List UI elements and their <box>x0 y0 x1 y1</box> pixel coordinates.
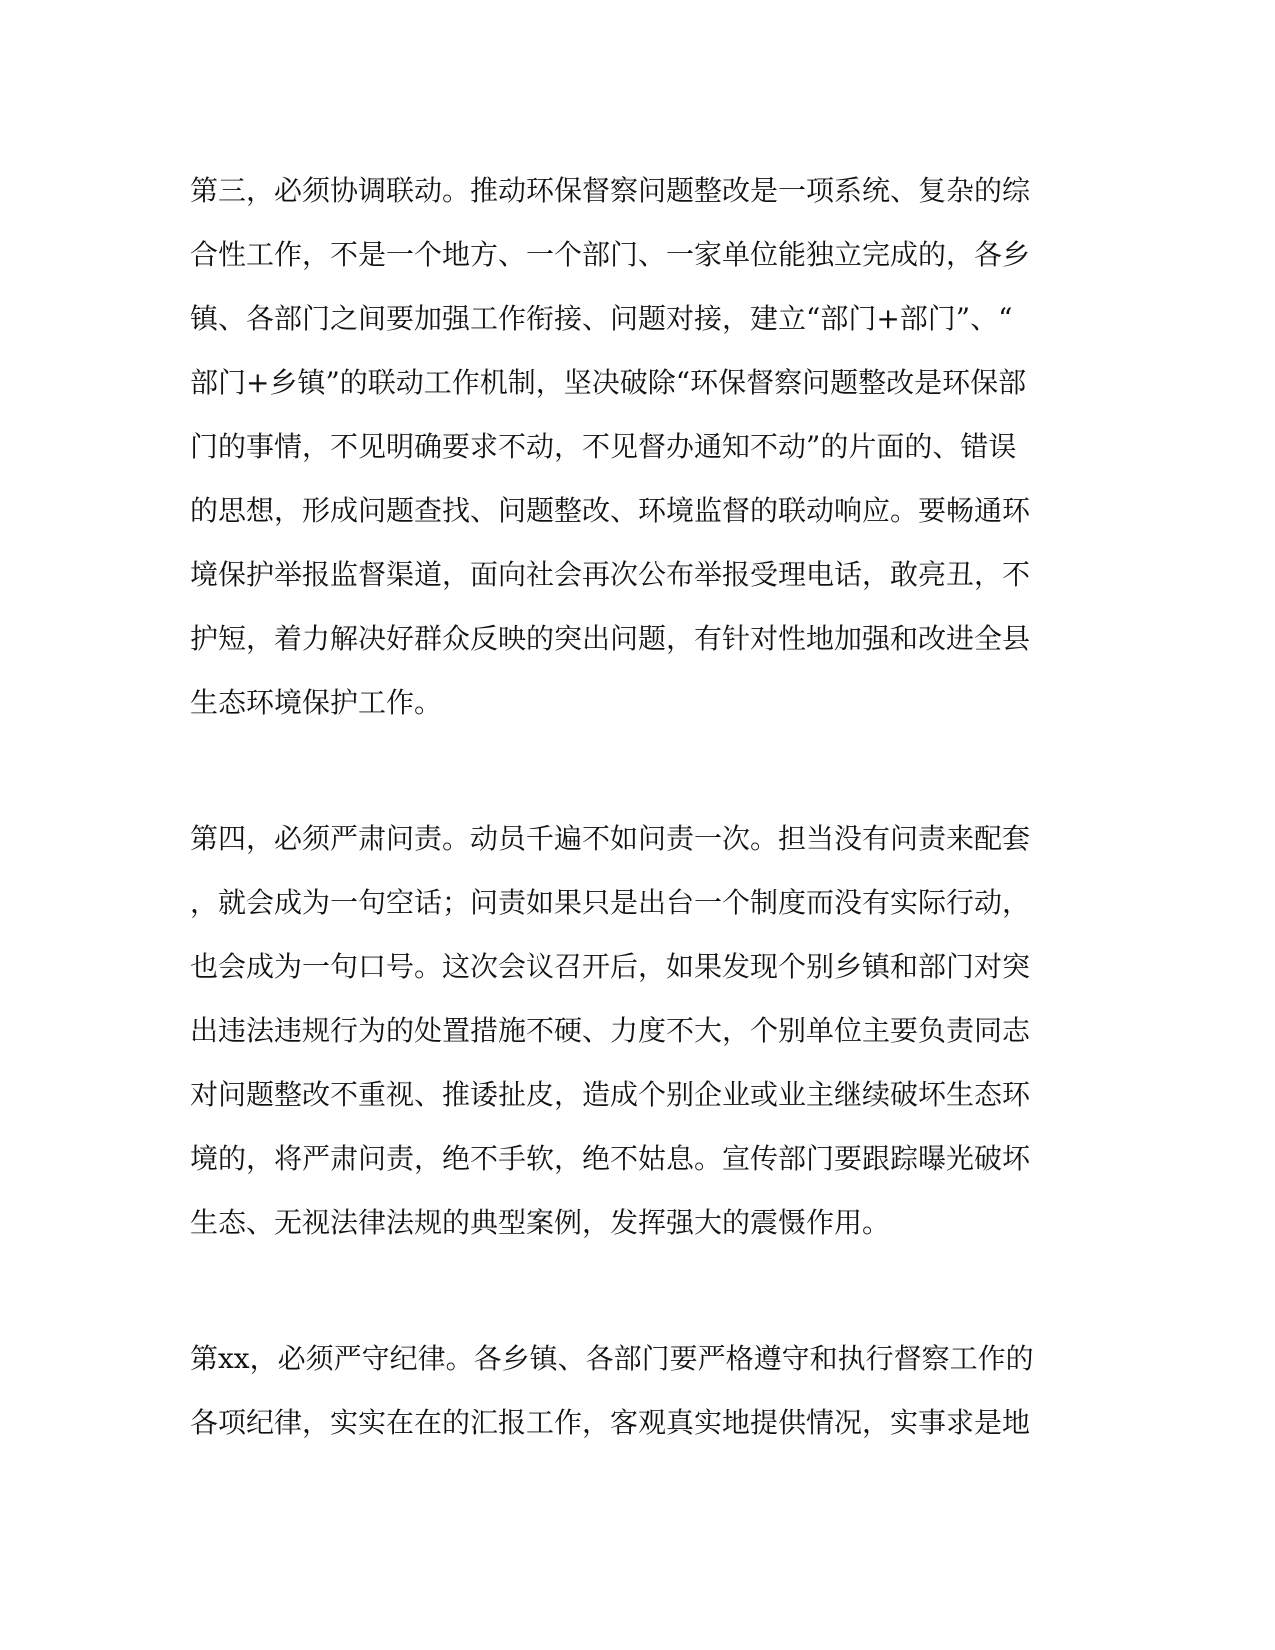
paragraph-coordination <box>190 159 1090 735</box>
text-line: 部门+乡镇”的联动工作机制，坚决破除“环保督察问题整改是环保部 <box>190 366 1027 399</box>
text-line: 第四，必须严肃问责。动员千遍不如问责一次。担当没有问责来配套 <box>190 822 1031 855</box>
text-line: 第xx，必须严守纪律。各乡镇、各部门要严格遵守和执行督察工作的 <box>190 1342 1034 1375</box>
paragraph-accountability <box>190 807 1090 1255</box>
text-line: 生态、无视法律法规的典型案例，发挥强大的震慑作用。 <box>190 1206 891 1239</box>
text-line: 镇、各部门之间要加强工作衔接、问题对接，建立“部门+部门”、“ <box>190 302 1013 335</box>
text-line: 出违法违规行为的处置措施不硬、力度不大，个别单位主要负责同志 <box>190 1014 1031 1047</box>
text-line: 门的事情，不见明确要求不动，不见督办通知不动”的片面的、错误 <box>190 430 1017 463</box>
text-line: 生态环境保护工作。 <box>190 686 443 719</box>
text-line: 境保护举报监督渠道，面向社会再次公布举报受理电话，敢亮丑，不 <box>190 558 1031 591</box>
text-line: 也会成为一句口号。这次会议召开后，如果发现个别乡镇和部门对突 <box>190 950 1031 983</box>
text-line: 各项纪律，实实在在的汇报工作，客观真实地提供情况，实事求是地 <box>190 1406 1031 1439</box>
text-line: 护短，着力解决好群众反映的突出问题，有针对性地加强和改进全县 <box>190 622 1031 655</box>
text-line: 合性工作，不是一个地方、一个部门、一家单位能独立完成的，各乡 <box>190 238 1031 271</box>
text-line: 对问题整改不重视、推诿扯皮，造成个别企业或业主继续破坏生态环 <box>190 1078 1031 1111</box>
text-line: ，就会成为一句空话；问责如果只是出台一个制度而没有实际行动， <box>190 886 1031 919</box>
text-line: 的思想，形成问题查找、问题整改、环境监督的联动响应。要畅通环 <box>190 494 1031 527</box>
text-line: 境的，将严肃问责，绝不手软，绝不姑息。宣传部门要跟踪曝光破坏 <box>190 1142 1031 1175</box>
paragraph-discipline <box>190 1327 1090 1455</box>
text-line: 第三，必须协调联动。推动环保督察问题整改是一项系统、复杂的综 <box>190 174 1031 207</box>
